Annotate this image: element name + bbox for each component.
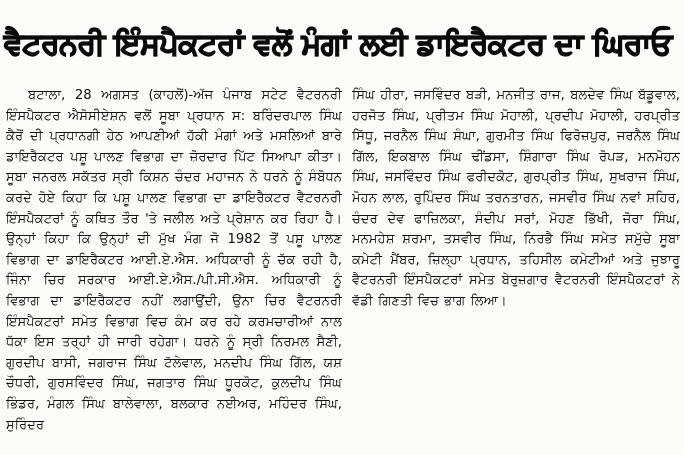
article-column-right [352, 86, 680, 336]
article-paragraph-right: ਸਿੰਘ ਹੀਰਾ, ਜਸਵਿੰਦਰ ਬੜੀ, ਮਨਜੀਤ ਰਾਜ, ਬਲਦੇਵ ਸਿੰਘ ਬੱਡੂਵਾਲ, ਹਰਜੋਤ ਸਿੰਘ, ਪ੍ਰੀਤਮ ਸਿੰਘ ਮੋਹਾਲੀ, ਪ੍ਰਦੀਪ ਮੋਹਾਲੀ, ਹਰਪ੍ਰੀਤ ਸਿੱਧੂ, ਜਰਨੈਲ ਸਿੰਘ ਸੰਘਾ, ਗੁਰਮੀਤ ਸਿੰਘ ਫਿਰੋਜ਼ਪੁਰ, ਜਰਨੈਲ ਸਿੰਘ ਗਿੱਲ, ਇਕਬਾਲ ਸਿੰਘ ਢੀਂਡਸਾ, ਸ਼ਿੰਗਾਰਾ ਸਿੰਘ ਰੋਪੜ, ਮਨਮੋਹਨ ਸਿੰਘ, ਜਸਵਿੰਦਰ ਸਿੰਘ ਫਰੀਦਕੋਟ, ਗੁਰਪ੍ਰੀਤ ਸਿੰਘ, ਸੁਖਰਾਜ ਸਿੰਘ, ਮੋਹਨ ਲਾਲ, ਰੁਪਿੰਦਰ ਸਿੰਘ ਤਰਨਤਾਰਨ, ਜਸਵੀਰ ਸਿੰਘ ਨਵਾਂ ਸ਼ਹਿਰ, ਚੰਦਰ ਦੇਵ ਫਾਜ਼ਿਲਕਾ, ਸੰਦੀਪ ਸਰਾਂ, ਮੋਹਣ ਭਿੱਖੀ, ਜੋਰਾ ਸਿੰਘ, ਮਨਮਹੇਸ਼ ਸ਼ਰਮਾ, ਤਸਵੀਰ ਸਿੰਘ, ਨਿਰਭੈ ਸਿੰਘ ਸਮੇਤ ਸਮੁੱਚੇ ਸੂਬਾ ਕਮੇਟੀ ਮੈਂਬਰ, ਜ਼ਿਲ੍ਹਾ ਪ੍ਰਧਾਨ, ਤਹਿਸੀਲ ਕਮੇਟੀਆਂ ਅਤੇ ਜੁਝਾਰੂ ਵੈਟਰਨਰੀ ਇੰਸਪੈਕਟਰਾਂ ਸਮੇਤ ਬੇਰੁਜ਼ਗਾਰ ਵੈਟਰਨਰੀ ਇੰਸਪੈਕਟਰਾਂ ਨੇ ਵੱਡੀ ਗਿਣਤੀ ਵਿਚ ਭਾਗ ਲਿਆ। [352, 88, 680, 309]
headline: ਵੈਟਰਨਰੀ ਇੰਸਪੈਕਟਰਾਂ ਵਲੋਂ ਮੰਗਾਂ ਲਈ ਡਾਇਰੈਕਟਰ ਦਾ ਘਿਰਾਓ [4, 27, 672, 62]
article-column-left [6, 86, 342, 451]
article-paragraph-left: ਬਟਾਲਾ, 28 ਅਗਸਤ (ਕਾਹਲੋਂ)-ਅੱਜ ਪੰਜਾਬ ਸਟੇਟ ਵੈਟਰਨਰੀ ਇੰਸਪੈਕਟਰ ਐਸੋਸੀਏਸ਼ਨ ਵਲੋਂ ਸੂਬਾ ਪ੍ਰਧਾਨ ਸ: ਬਰਿੰਦਰਪਾਲ ਸਿੰਘ ਕੈਰੋਂ ਦੀ ਪ੍ਰਧਾਨਗੀ ਹੇਠ ਆਪਣੀਆਂ ਹੱਕੀ ਮੰਗਾਂ ਅਤੇ ਮਸਲਿਆਂ ਬਾਰੇ ਡਾਇਰੈਕਟਰ ਪਸ਼ੂ ਪਾਲਣ ਵਿਭਾਗ ਦਾ ਜ਼ੋਰਦਾਰ ਪਿੱਟ ਸਿਆਪਾ ਕੀਤਾ। ਸੂਬਾ ਜਨਰਲ ਸਕੱਤਰ ਸ੍ਰੀ ਕਿਸ਼ਨ ਚੰਦਰ ਮਹਾਜਨ ਨੇ ਧਰਨੇ ਨੂੰ ਸੰਬੋਧਨ ਕਰਦੇ ਹੋਏ ਕਿਹਾ ਕਿ ਪਸ਼ੂ ਪਾਲਣ ਵਿਭਾਗ ਦਾ ਡਾਇਰੈਕਟਰ ਵੈਟਰਨਰੀ ਇੰਸਪੈਕਟਰਾਂ ਨੂੰ ਕਥਿਤ ਤੌਰ 'ਤੇ ਜਲੀਲ ਅਤੇ ਪ੍ਰੇਸ਼ਾਨ ਕਰ ਰਿਹਾ ਹੈ। ਉਨ੍ਹਾਂ ਕਿਹਾ ਕਿ ਉਨ੍ਹਾਂ ਦੀ ਮੁੱਖ ਮੰਗ ਜੋ 1982 ਤੋਂ ਪਸ਼ੂ ਪਾਲਣ ਵਿਭਾਗ ਦਾ ਡਾਇਰੈਕਟਰ ਆਈ.ਏ.ਐਸ. ਅਧਿਕਾਰੀ ਨੂੰ ਚੱਕ ਰਹੀ ਹੈ, ਜਿੰਨਾ ਚਿਰ ਸਰਕਾਰ ਆਈ.ਏ.ਐਸ./ਪੀ.ਸੀ.ਐਸ. ਅਧਿਕਾਰੀ ਨੂੰ ਵਿਭਾਗ ਦਾ ਡਾਇਰੈਕਟਰ ਨਹੀਂ ਲਗਾਉਂਦੀ, ਉਨਾ ਚਿਰ ਵੈਟਰਨਰੀ ਇੰਸਪੈਕਟਰਾਂ ਸਮੇਤ ਵਿਭਾਗ ਵਿਚ ਕੰਮ ਕਰ ਰਹੇ ਕਰਮਚਾਰੀਆਂ ਨਾਲ ਧੱਕਾ ਇਸ ਤਰ੍ਹਾਂ ਹੀ ਜਾਰੀ ਰਹੇਗਾ। ਧਰਨੇ ਨੂੰ ਸ੍ਰੀ ਨਿਰਮਲ ਸੈਣੀ, ਗੁਰਦੀਪ ਬਾਸੀ, ਜਗਰਾਜ ਸਿੰਘ ਟੱਲੇਵਾਲ, ਮਨਦੀਪ ਸਿੰਘ ਗਿੱਲ, ਯਸ਼ ਚੌਧਰੀ, ਗੁਰਸਵਿੰਦਰ ਸਿੰਘ, ਜਗਤਾਰ ਸਿੰਘ ਧੂਰਕੋਟ, ਕੁਲਦੀਪ ਸਿੰਘ ਭਿੰਡਰ, ਮੰਗਲ ਸਿੰਘ ਬਾਲੇਵਾਲਾ, ਬਲਕਾਰ ਨਈਅਰ, ਮਹਿੰਦਰ ਸਿੰਘ, ਸੁਰਿੰਦਰ [6, 88, 342, 433]
article-body [6, 86, 680, 451]
